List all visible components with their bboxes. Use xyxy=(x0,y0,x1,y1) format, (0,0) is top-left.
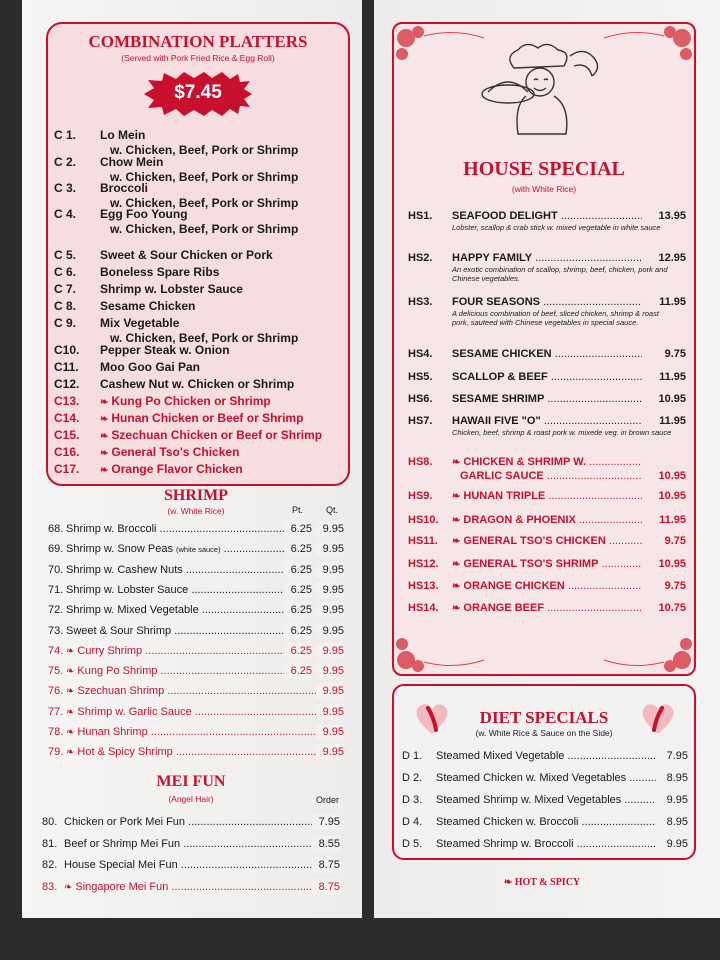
shrimp-item-number: 76. xyxy=(48,685,64,698)
combo-item-number: C15. xyxy=(54,428,80,442)
combo-item-label: Sweet & Sour Chicken or Pork xyxy=(100,248,273,262)
house-special-number: HS12. xyxy=(408,558,439,570)
meifun-item-number: 82. xyxy=(42,859,58,871)
hot-spicy-legend xyxy=(392,877,692,888)
shrimp-item-name xyxy=(66,602,286,618)
combo-item-options: w. Chicken, Beef, Pork or Shrimp xyxy=(110,143,299,157)
house-special-price: 10.95 xyxy=(658,470,686,482)
shrimp-quart-price: 9.95 xyxy=(316,602,344,618)
combo-item-name xyxy=(100,299,350,314)
combo-item xyxy=(54,207,344,237)
meifun-item-price: 8.75 xyxy=(312,879,340,895)
combo-item-name xyxy=(100,428,350,444)
house-special-name xyxy=(452,296,642,308)
house-special-price: 11.95 xyxy=(659,514,686,526)
diet-item-label: Steamed Chicken w. Mixed Vegetables xyxy=(436,772,627,784)
shrimp-item-number: 72. xyxy=(48,604,64,617)
house-special-label: HUNAN TRIPLE xyxy=(463,490,546,502)
diet-item-number: D 2. xyxy=(402,772,423,784)
shrimp-item-name xyxy=(66,663,286,680)
price-burst xyxy=(144,72,252,116)
house-special-description: Lobster, scallop & crab stick w. mixed vegetable in white sauce xyxy=(452,223,661,232)
shrimp-item xyxy=(48,663,348,679)
combo-item-number: C10. xyxy=(54,343,80,357)
shrimp-quart-price: 9.95 xyxy=(316,562,344,578)
house-special-name xyxy=(452,415,642,427)
combo-item xyxy=(54,394,344,409)
combo-item-number: C17. xyxy=(54,462,80,476)
diet-item-name xyxy=(436,794,661,806)
pepper-icon: ❧ xyxy=(64,881,73,893)
shrimp-item-number: 70. xyxy=(48,563,64,576)
pepper-icon: ❧ xyxy=(452,603,461,614)
shrimp-item xyxy=(48,521,348,537)
combo-item-number: C16. xyxy=(54,445,80,459)
shrimp-pint-price: 6.25 xyxy=(284,582,312,598)
combination-platters-box xyxy=(46,22,350,486)
combo-item xyxy=(54,411,344,426)
house-special-subtitle: (with White Rice) xyxy=(511,184,577,194)
combo-item-label: Mix Vegetable xyxy=(100,316,180,330)
shrimp-pint-price: 6.25 xyxy=(284,541,312,557)
shrimp-quart-price: 9.95 xyxy=(316,724,344,740)
house-special-label: ORANGE CHICKEN xyxy=(463,580,565,592)
pepper-icon: ❧ xyxy=(66,706,75,718)
shrimp-item-name xyxy=(66,623,286,639)
pepper-icon: ❧ xyxy=(452,559,461,570)
shrimp-item-number: 74. xyxy=(48,644,64,657)
house-special-price: 10.95 xyxy=(658,490,686,502)
shrimp-item-label: Shrimp w. Garlic Sauce xyxy=(77,705,192,718)
house-special-name xyxy=(452,348,642,360)
combo-item-label: Lo Mein xyxy=(100,128,146,142)
combo-item-label: Kung Po Chicken or Shrimp xyxy=(111,394,271,408)
combo-item-name xyxy=(100,394,350,410)
pepper-icon: ❧ xyxy=(452,581,461,592)
order-header: Order xyxy=(316,795,340,805)
diet-item-name xyxy=(436,750,661,762)
shrimp-item-name xyxy=(66,724,322,741)
diet-specials-box xyxy=(392,684,696,860)
combo-item-name xyxy=(100,207,350,222)
combo-title: COMBINATION PLATTERS xyxy=(88,32,308,51)
diet-item-number: D 5. xyxy=(402,838,423,850)
meifun-item-number: 81. xyxy=(42,837,58,850)
house-special-price: 10.95 xyxy=(658,558,686,570)
meifun-item-price: 7.95 xyxy=(312,814,340,830)
meifun-item-price: 8.55 xyxy=(312,836,340,852)
meifun-item-name xyxy=(64,836,316,852)
diet-item-price: 8.95 xyxy=(656,816,688,828)
pepper-icon: ❧ xyxy=(100,431,109,442)
shrimp-item-label: Sweet & Sour Shrimp xyxy=(66,624,172,637)
shrimp-item-name xyxy=(66,541,286,558)
shrimp-item-number: 77. xyxy=(48,705,64,718)
shrimp-item-label: Curry Shrimp xyxy=(77,644,143,657)
house-special-number: HS11. xyxy=(408,535,438,547)
shrimp-item xyxy=(48,704,348,720)
combo-item-number: C 2. xyxy=(54,155,77,169)
house-special-name xyxy=(452,580,642,592)
shrimp-item xyxy=(48,602,348,618)
house-special-price: 10.95 xyxy=(658,393,686,405)
shrimp-item xyxy=(48,724,348,740)
pepper-icon: ❧ xyxy=(452,457,461,468)
combo-item xyxy=(54,360,344,375)
meifun-item xyxy=(42,814,342,830)
house-special-name xyxy=(452,371,642,383)
diet-item-price: 7.95 xyxy=(656,750,688,762)
shrimp-item-label: Shrimp w. Broccoli xyxy=(66,523,157,535)
pepper-icon: ❧ xyxy=(503,877,515,888)
combo-item-name xyxy=(100,462,350,478)
combo-item xyxy=(54,428,344,443)
combo-item-options: w. Chicken, Beef, Pork or Shrimp xyxy=(110,222,299,236)
shrimp-item xyxy=(48,582,348,598)
shrimp-item-label: Shrimp w. Snow Peas xyxy=(66,543,173,556)
combo-item-options: w. Chicken, Beef, Pork or Shrimp xyxy=(110,196,299,210)
meifun-item-number: 83. xyxy=(42,880,58,893)
house-special-name xyxy=(452,490,642,502)
shrimp-pint-price: 6.25 xyxy=(284,521,312,537)
house-special-label: GENERAL TSO'S SHRIMP xyxy=(463,558,599,570)
shrimp-item xyxy=(48,683,348,699)
diet-item-number: D 4. xyxy=(402,816,423,828)
house-special-number: HS14. xyxy=(408,602,439,614)
house-special-number: HS1. xyxy=(408,210,433,222)
house-special-name xyxy=(452,535,642,547)
combo-item-options: w. Chicken, Beef, Pork or Shrimp xyxy=(110,170,299,184)
combo-item-name xyxy=(100,248,350,263)
chef-illustration-icon xyxy=(474,36,614,146)
shrimp-item-name xyxy=(66,683,322,700)
house-special-name xyxy=(452,602,642,614)
combo-item-label: Shrimp w. Lobster Sauce xyxy=(100,282,243,296)
shrimp-item-label: Hot & Spicy Shrimp xyxy=(77,746,173,759)
shrimp-item-name xyxy=(66,562,286,578)
meifun-item xyxy=(42,836,342,852)
diet-item-price: 9.95 xyxy=(656,794,688,806)
combo-item xyxy=(54,343,344,358)
combo-item-name xyxy=(100,181,350,196)
quart-header: Qt. xyxy=(326,505,339,515)
shrimp-quart-price: 9.95 xyxy=(316,704,344,720)
combo-item xyxy=(54,265,344,280)
shrimp-item-number: 78. xyxy=(48,726,64,738)
house-special-label: DRAGON & PHOENIX xyxy=(463,514,576,526)
combo-item-label: Cashew Nut w. Chicken or Shrimp xyxy=(100,377,295,391)
shrimp-subtitle: (w. White Rice) xyxy=(167,506,225,516)
combo-item-number: C14. xyxy=(54,411,80,425)
combo-item xyxy=(54,445,344,460)
shrimp-item xyxy=(48,643,348,659)
combo-item-number: C 1. xyxy=(54,128,77,142)
shrimp-item-number: 75. xyxy=(48,665,64,678)
combo-price: $7.45 xyxy=(174,82,222,103)
pepper-icon: ❧ xyxy=(100,397,109,408)
shrimp-item-label: Shrimp w. Mixed Vegetable xyxy=(66,604,199,617)
meifun-title: MEI FUN xyxy=(156,773,226,790)
combo-item xyxy=(54,128,344,158)
house-special-price: 9.75 xyxy=(664,348,686,360)
diet-item-label: Steamed Shrimp w. Broccoli xyxy=(436,838,574,850)
shrimp-item-number: 71. xyxy=(48,583,64,596)
house-special-name xyxy=(452,210,642,222)
combo-item-name xyxy=(100,282,350,297)
house-special-label: SESAME SHRIMP xyxy=(452,393,545,405)
house-special-label-2: GARLIC SAUCE xyxy=(460,470,544,482)
combo-item-label: Pepper Steak w. Onion xyxy=(100,343,230,357)
combo-item-name xyxy=(100,316,350,331)
combo-item-label: Hunan Chicken or Beef or Shrimp xyxy=(111,411,304,425)
shrimp-item xyxy=(48,541,348,557)
combo-item-number: C 3. xyxy=(54,181,77,195)
shrimp-item-name xyxy=(66,704,322,721)
shrimp-item xyxy=(48,623,348,639)
pepper-icon: ❧ xyxy=(452,515,461,526)
shrimp-item-label: Kung Po Shrimp xyxy=(77,665,158,678)
combo-item-label: Egg Foo Young xyxy=(100,207,188,221)
diet-item-label: Steamed Chicken w. Broccoli xyxy=(436,816,579,828)
combo-item-name xyxy=(100,265,350,280)
shrimp-quart-price: 9.95 xyxy=(316,541,344,557)
combo-item-number: C12. xyxy=(54,377,80,391)
house-special-number: HS2. xyxy=(408,252,433,264)
pepper-icon: ❧ xyxy=(100,414,109,425)
shrimp-item-name xyxy=(66,643,286,660)
house-special-name-line2 xyxy=(460,470,642,482)
house-special-name xyxy=(452,252,642,264)
diet-item-label: Steamed Mixed Vegetable xyxy=(436,750,565,762)
house-special-label: SESAME CHICKEN xyxy=(452,348,552,360)
pepper-icon: ❧ xyxy=(100,448,109,459)
house-special-label: HAPPY FAMILY xyxy=(452,252,533,264)
combo-item-label: General Tso's Chicken xyxy=(111,445,240,459)
pepper-icon: ❧ xyxy=(66,747,75,759)
shrimp-quart-price: 9.95 xyxy=(316,582,344,598)
diet-item-price: 9.95 xyxy=(656,838,688,850)
house-special-label: SCALLOP & BEEF xyxy=(452,371,548,383)
combo-item xyxy=(54,299,344,314)
combo-item-name xyxy=(100,377,350,392)
house-special-number: HS13. xyxy=(408,580,439,592)
combo-item-name xyxy=(100,445,350,461)
combo-item-number: C11. xyxy=(54,360,79,374)
meifun-item xyxy=(42,857,342,873)
house-special-number: HS9. xyxy=(408,490,433,502)
meifun-item xyxy=(42,879,342,895)
combo-item-options: w. Chicken, Beef, Pork or Shrimp xyxy=(110,331,299,345)
combo-item-label: Orange Flavor Chicken xyxy=(111,462,243,476)
house-special-box xyxy=(392,22,696,676)
combo-subtitle: (Served with Pork Fried Rice & Egg Roll) xyxy=(121,53,275,63)
house-special-label: ORANGE BEEF xyxy=(463,602,545,614)
meifun-item-name xyxy=(64,879,316,896)
pepper-icon: ❧ xyxy=(66,686,75,698)
diet-specials-title: DIET SPECIALS xyxy=(479,708,609,727)
pint-header: Pt. xyxy=(292,505,304,515)
shrimp-pint-price: 6.25 xyxy=(284,623,312,639)
shrimp-quart-price: 9.95 xyxy=(316,683,344,699)
combo-item xyxy=(54,282,344,297)
combo-item-number: C13. xyxy=(54,394,80,408)
diet-item-name xyxy=(436,816,661,828)
combo-item-label: Moo Goo Gai Pan xyxy=(100,360,201,374)
house-special-price: 12.95 xyxy=(658,252,686,264)
meifun-item-number: 80. xyxy=(42,816,58,828)
shrimp-item-number: 68. xyxy=(48,523,64,535)
shrimp-quart-price: 9.95 xyxy=(316,521,344,537)
diet-item-name xyxy=(436,838,661,850)
house-special-price: 11.95 xyxy=(659,415,686,427)
shrimp-title: SHRIMP xyxy=(164,487,228,504)
diet-item-number: D 3. xyxy=(402,794,423,806)
meifun-item-label: Singapore Mei Fun xyxy=(75,880,169,893)
house-special-number: HS8. xyxy=(408,456,433,468)
shrimp-item-name xyxy=(66,744,322,761)
house-special-price: 11.95 xyxy=(659,371,686,383)
diet-item-price: 8.95 xyxy=(656,772,688,784)
house-special-price: 11.95 xyxy=(659,296,686,308)
house-special-description: An exotic combination of scallop, shrimp, beef, chicken, pork and Chinese vegetables. xyxy=(452,265,668,283)
house-special-label: HAWAII FIVE "O" xyxy=(452,415,541,427)
house-special-title: HOUSE SPECIAL xyxy=(463,158,625,180)
shrimp-item-name xyxy=(66,521,286,537)
diet-item-name xyxy=(436,772,661,784)
shrimp-item-label: Hunan Shrimp xyxy=(77,726,148,738)
shrimp-pint-price: 6.25 xyxy=(284,663,312,679)
shrimp-item-number: 73. xyxy=(48,624,64,637)
combo-item-name xyxy=(100,343,350,358)
combo-item-label: Szechuan Chicken or Beef or Shrimp xyxy=(111,428,323,442)
shrimp-pint-price: 6.25 xyxy=(284,602,312,618)
shrimp-quart-price: 9.95 xyxy=(316,623,344,639)
combo-item xyxy=(54,248,344,263)
house-special-label: CHICKEN & SHRIMP W. xyxy=(463,456,587,468)
shrimp-pint-price: 6.25 xyxy=(284,562,312,578)
combo-item-number: C 8. xyxy=(54,299,77,313)
diet-specials-subtitle: (w. White Rice & Sauce on the Side) xyxy=(475,728,613,738)
house-special-price: 10.75 xyxy=(658,602,686,614)
pepper-icon: ❧ xyxy=(66,727,75,738)
combo-item-number: C 4. xyxy=(54,207,77,221)
meifun-item-name xyxy=(64,857,316,873)
meifun-item-label: Chicken or Pork Mei Fun xyxy=(64,816,186,828)
pepper-icon: ❧ xyxy=(100,465,109,476)
meifun-item-label: Beef or Shrimp Mei Fun xyxy=(64,837,181,850)
house-special-name xyxy=(452,393,642,405)
shrimp-item-label: Shrimp w. Cashew Nuts xyxy=(66,563,183,576)
house-special-description: Chicken, beef, shrimp & roast pork w. mixede veg. in brown sauce xyxy=(452,428,672,437)
house-special-number: HS6. xyxy=(408,393,433,405)
shrimp-quart-price: 9.95 xyxy=(316,744,344,760)
house-special-price: 9.75 xyxy=(664,535,686,547)
shrimp-item-label: Szechuan Shrimp xyxy=(77,685,165,698)
house-special-number: HS7. xyxy=(408,415,433,427)
house-special-price: 13.95 xyxy=(658,210,686,222)
shrimp-quart-price: 9.95 xyxy=(316,663,344,679)
house-special-number: HS10. xyxy=(408,514,439,526)
combo-item-name xyxy=(100,155,350,170)
house-special-name xyxy=(452,514,642,526)
combo-item-number: C 7. xyxy=(54,282,77,296)
combo-item-name xyxy=(100,128,350,143)
house-special-number: HS5. xyxy=(408,371,433,383)
combo-item-label: Sesame Chicken xyxy=(100,299,196,313)
pepper-icon: ❧ xyxy=(66,666,75,678)
meifun-item-label: House Special Mei Fun xyxy=(64,859,178,871)
meifun-subtitle: (Angel Hair) xyxy=(168,794,214,804)
meifun-item-price: 8.75 xyxy=(312,857,340,873)
house-special-label: SEAFOOD DELIGHT xyxy=(452,210,558,222)
hot-spicy-label: HOT & SPICY xyxy=(514,877,581,888)
shrimp-item-note: (white sauce) xyxy=(176,545,221,555)
combo-item-label: Broccoli xyxy=(100,181,149,195)
house-special-name xyxy=(452,558,642,570)
house-special-label: GENERAL TSO'S CHICKEN xyxy=(463,535,606,547)
pepper-icon: ❧ xyxy=(452,536,461,547)
shrimp-item xyxy=(48,562,348,578)
combo-item-label: Boneless Spare Ribs xyxy=(100,265,220,279)
pepper-icon: ❧ xyxy=(452,491,461,502)
pepper-icon: ❧ xyxy=(66,645,75,657)
combo-item-number: C 9. xyxy=(54,316,77,330)
shrimp-item-name xyxy=(66,582,286,598)
combo-item-number: C 5. xyxy=(54,248,77,262)
house-special-description: A delicious combination of beef, sliced chicken, shrimp & roast pork, sauteed with Chinese vegetables in special sauce. xyxy=(452,309,659,327)
house-special-number: HS4. xyxy=(408,348,433,360)
house-special-price: 9.75 xyxy=(664,580,686,592)
house-special-name xyxy=(452,456,642,470)
combo-item xyxy=(54,377,344,392)
shrimp-quart-price: 9.95 xyxy=(316,643,344,659)
meifun-item-name xyxy=(64,814,316,830)
combo-item xyxy=(54,462,344,477)
diet-item-number: D 1. xyxy=(402,750,423,762)
combo-item xyxy=(54,316,344,346)
combo-item-label: Chow Mein xyxy=(100,155,164,169)
combo-item-number: C 6. xyxy=(54,265,77,279)
combo-item-name xyxy=(100,360,350,375)
diet-item-label: Steamed Shrimp w. Mixed Vegetables xyxy=(436,794,622,806)
shrimp-pint-price: 6.25 xyxy=(284,643,312,659)
shrimp-item xyxy=(48,744,348,760)
combo-item-name xyxy=(100,411,350,427)
house-special-label: FOUR SEASONS xyxy=(452,296,541,308)
shrimp-item-number: 69. xyxy=(48,543,64,556)
house-special-number: HS3. xyxy=(408,296,433,308)
shrimp-item-label: Shrimp w. Lobster Sauce xyxy=(66,583,189,596)
shrimp-item-number: 79. xyxy=(48,746,64,759)
